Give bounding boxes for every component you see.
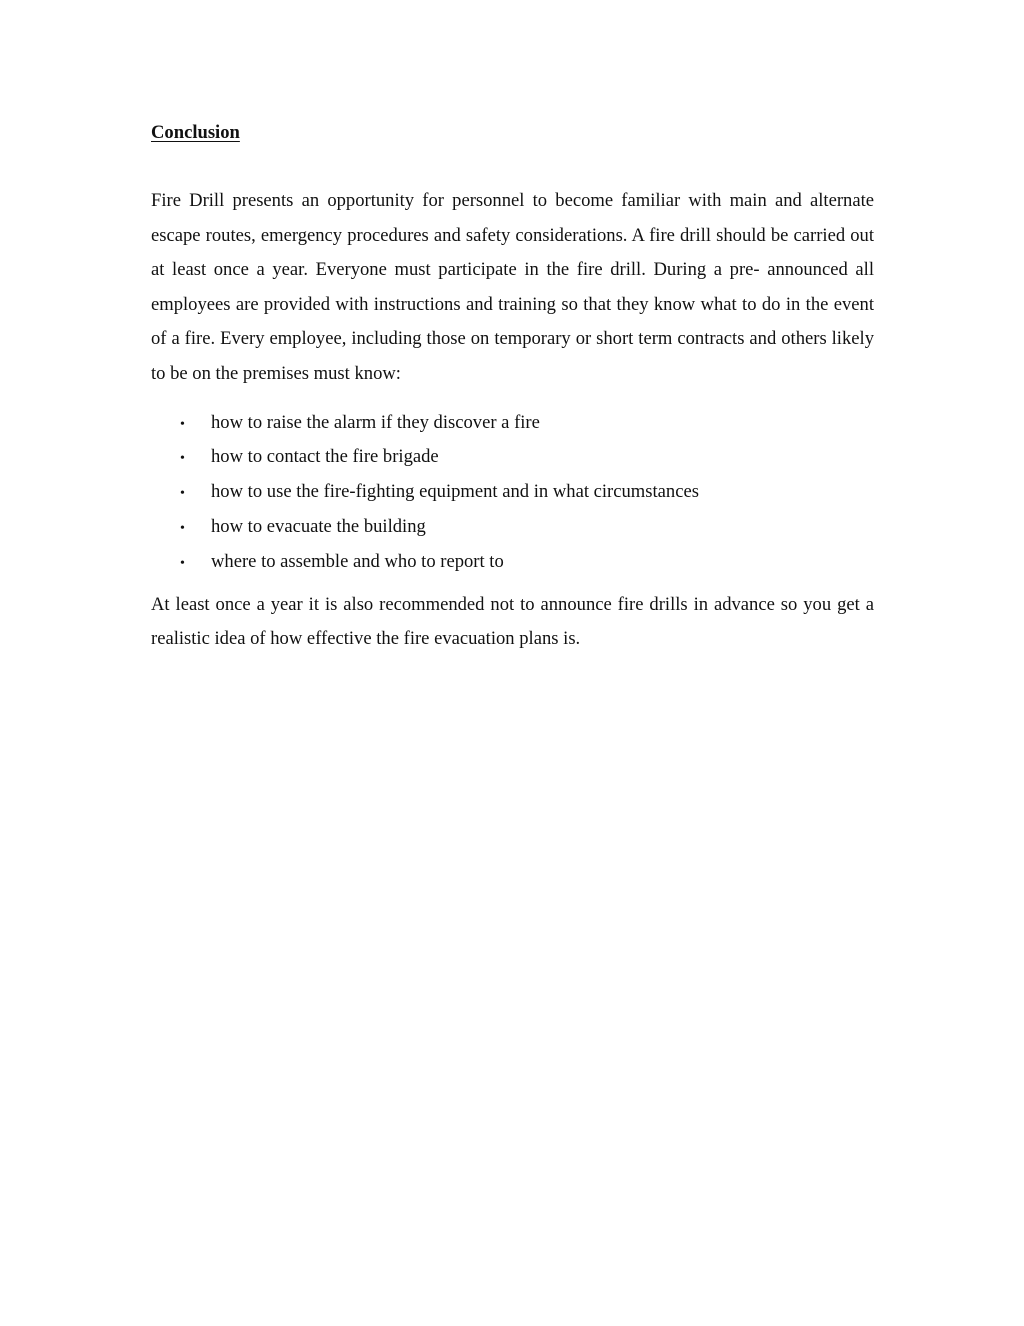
list-item-text: how to evacuate the building <box>211 515 426 537</box>
closing-paragraph: At least once a year it is also recommended not to announce fire drills in advance so you get a realistic idea of how effective the fire evacuation plans is. <box>151 593 874 650</box>
list-item <box>151 440 874 475</box>
requirements-list <box>151 406 874 580</box>
document-body <box>151 118 874 657</box>
list-item-text: how to use the fire-fighting equipment and in what circumstances <box>211 481 699 503</box>
bullet-icon: • <box>180 520 185 536</box>
bullet-icon: • <box>180 486 185 502</box>
list-item <box>151 510 874 545</box>
bullet-icon: • <box>180 555 185 571</box>
list-item-text: how to raise the alarm if they discover a fire <box>211 411 540 433</box>
list-item-text: where to assemble and who to report to <box>211 550 504 572</box>
list-item <box>151 545 874 580</box>
bullet-icon: • <box>180 451 185 467</box>
bullet-icon: • <box>180 416 185 432</box>
list-item <box>151 406 874 441</box>
intro-paragraph: Fire Drill presents an opportunity for personnel to become familiar with main and alternate escape routes, emergency procedures and safety considerations. A fire drill should be carried out at least once a year. Everyone must participate in the fire drill. During a pre- announced all employees are provided with instructions and training so that they know what to do in the event of a fire. Every employee, including those on temporary or short term contracts and others likely to be on the premises must know: <box>151 190 874 384</box>
list-item-text: how to contact the fire brigade <box>211 446 439 468</box>
section-heading: Conclusion <box>151 122 240 143</box>
list-item <box>151 475 874 510</box>
